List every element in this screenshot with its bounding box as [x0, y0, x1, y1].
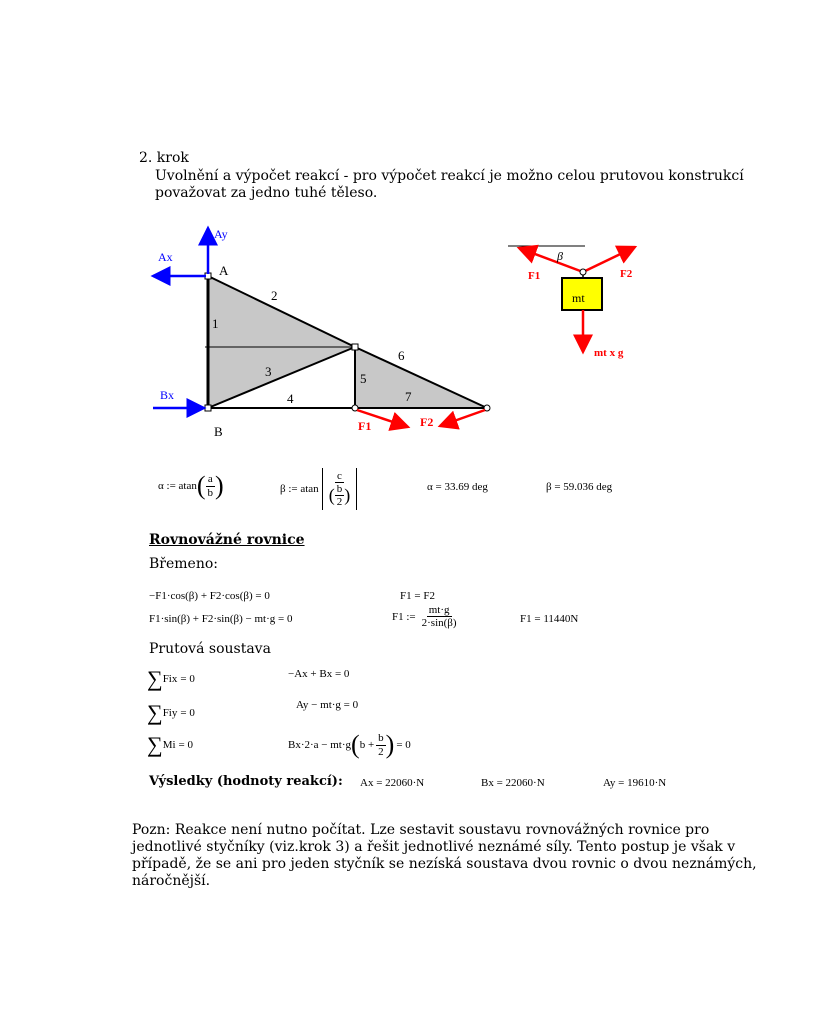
note-line-3: případě, že se ani pro jeden styčník se nezíská soustava dvou rovnic o dvou neznámých,	[132, 856, 757, 872]
equation-2: F1·sin(β) + F2·sin(β) − mt·g = 0	[149, 613, 293, 625]
result-ax: Ax = 22060·N	[360, 777, 425, 789]
sum3-frac-num: b	[378, 732, 384, 745]
load-joint	[580, 269, 586, 275]
sum2-label: Fiy	[162, 707, 178, 719]
f1-result: F1 = 11440N	[520, 613, 579, 625]
sum1-rhs: −Ax + Bx = 0	[288, 668, 350, 680]
label-b: B	[214, 424, 223, 439]
alpha-definition: α := atan ( $\frac{a}{b}$ )	[158, 471, 224, 500]
sum3-rhs-c: = 0	[396, 739, 411, 751]
label-member-1: 1	[212, 316, 219, 331]
label-f2: F2	[420, 415, 434, 429]
alpha-lhs: α := atan	[158, 480, 197, 492]
sum-fix	[147, 666, 195, 692]
intro-line-1: Uvolnění a výpočet reakcí - pro výpočet reakcí je možno celou prutovou konstrukcí	[155, 168, 744, 184]
sum1-label: Fix	[162, 673, 178, 685]
sum1-eq: = 0	[180, 673, 195, 685]
f1-formula	[392, 604, 459, 629]
sum3-rhs-b: b +	[359, 739, 375, 751]
label-a: A	[219, 263, 229, 278]
label-member-2: 2	[271, 288, 278, 303]
sum2-sigma: ∑	[147, 700, 163, 725]
load-f1-arrow	[519, 248, 583, 272]
sum1-sigma: ∑	[147, 666, 163, 691]
force-f2-arrow	[440, 410, 485, 426]
result-bx: Bx = 22060·N	[481, 777, 545, 789]
truss-heading: Prutová soustava	[149, 641, 271, 657]
note-line-2: jednotlivé styčníky (viz.krok 3) a řešit jednotlivé neznámé síly. Tento postup je však v	[132, 839, 736, 855]
beta-inner-denominator: 2	[336, 496, 343, 509]
joint-b	[205, 405, 211, 411]
load-mass-label: mt	[572, 291, 585, 305]
f1-lhs: F1 :=	[392, 610, 416, 623]
sum3-rhs: Bx·2·a − mt·g ( b + $\frac{b}{2}$ ) = 0	[288, 730, 411, 759]
sum3-sigma: ∑	[147, 732, 163, 757]
sum3-label: Mi	[162, 739, 176, 751]
sum3-rhs-a: Bx·2·a − mt·g	[288, 739, 352, 751]
intro-line-2: považovat za jedno tuhé těleso.	[155, 185, 378, 201]
beta-bracket: c ( $\frac{b}{2}$ )	[322, 468, 358, 510]
label-member-7: 7	[405, 389, 412, 404]
alpha-denominator: b	[207, 486, 214, 499]
load-beta-label: β	[557, 249, 563, 263]
equation-1: −F1·cos(β) + F2·cos(β) = 0	[149, 590, 270, 602]
sum3-frac-den: 2	[378, 745, 384, 758]
sum3-eq: = 0	[178, 739, 193, 751]
beta-lhs: β := atan	[280, 483, 319, 495]
beta-numerator: c	[336, 469, 342, 482]
beta-inner-numerator: b	[336, 482, 343, 495]
load-heading: Břemeno:	[149, 556, 218, 572]
load-weight-label: mt x g	[594, 347, 624, 359]
label-member-3: 3	[265, 364, 272, 379]
alpha-result: α = 33.69 deg	[427, 481, 488, 493]
sum-fiy	[147, 700, 195, 726]
result-ay: Ay = 19610·N	[603, 777, 667, 789]
truss-left-shading	[208, 276, 355, 408]
results-label: Výsledky (hodnoty reakcí):	[149, 774, 343, 789]
note-line-1: Pozn: Reakce není nutno počítat. Lze sestavit soustavu rovnovážných rovnice pro	[132, 822, 710, 838]
sum2-eq: = 0	[180, 707, 195, 719]
truss-diagram	[140, 218, 500, 443]
note-line-4: náročnější.	[132, 873, 211, 889]
sum2-rhs: Ay − mt·g = 0	[296, 699, 359, 711]
label-member-6: 6	[398, 348, 405, 363]
load-f2-label: F2	[620, 268, 633, 280]
equation-1-result: F1 = F2	[400, 590, 435, 602]
label-ax: Ax	[158, 250, 173, 264]
label-bx: Bx	[160, 388, 175, 402]
f1-numerator: mt·g	[428, 604, 450, 616]
sum-mi	[147, 732, 193, 758]
label-member-5: 5	[360, 371, 367, 386]
load-f1-label: F1	[528, 270, 541, 282]
label-ay: Ay	[214, 227, 228, 241]
joint-top	[352, 344, 358, 350]
beta-result: β = 59.036 deg	[546, 481, 613, 493]
beta-definition	[280, 462, 357, 516]
step-heading: 2. krok	[139, 150, 189, 166]
label-member-4: 4	[287, 391, 294, 406]
f1-denominator: 2·sin(β)	[421, 617, 457, 630]
alpha-numerator: a	[207, 473, 213, 486]
load-diagram	[505, 238, 645, 363]
label-f1: F1	[358, 419, 372, 433]
equilibrium-title: Rovnovážné rovnice	[149, 532, 305, 548]
